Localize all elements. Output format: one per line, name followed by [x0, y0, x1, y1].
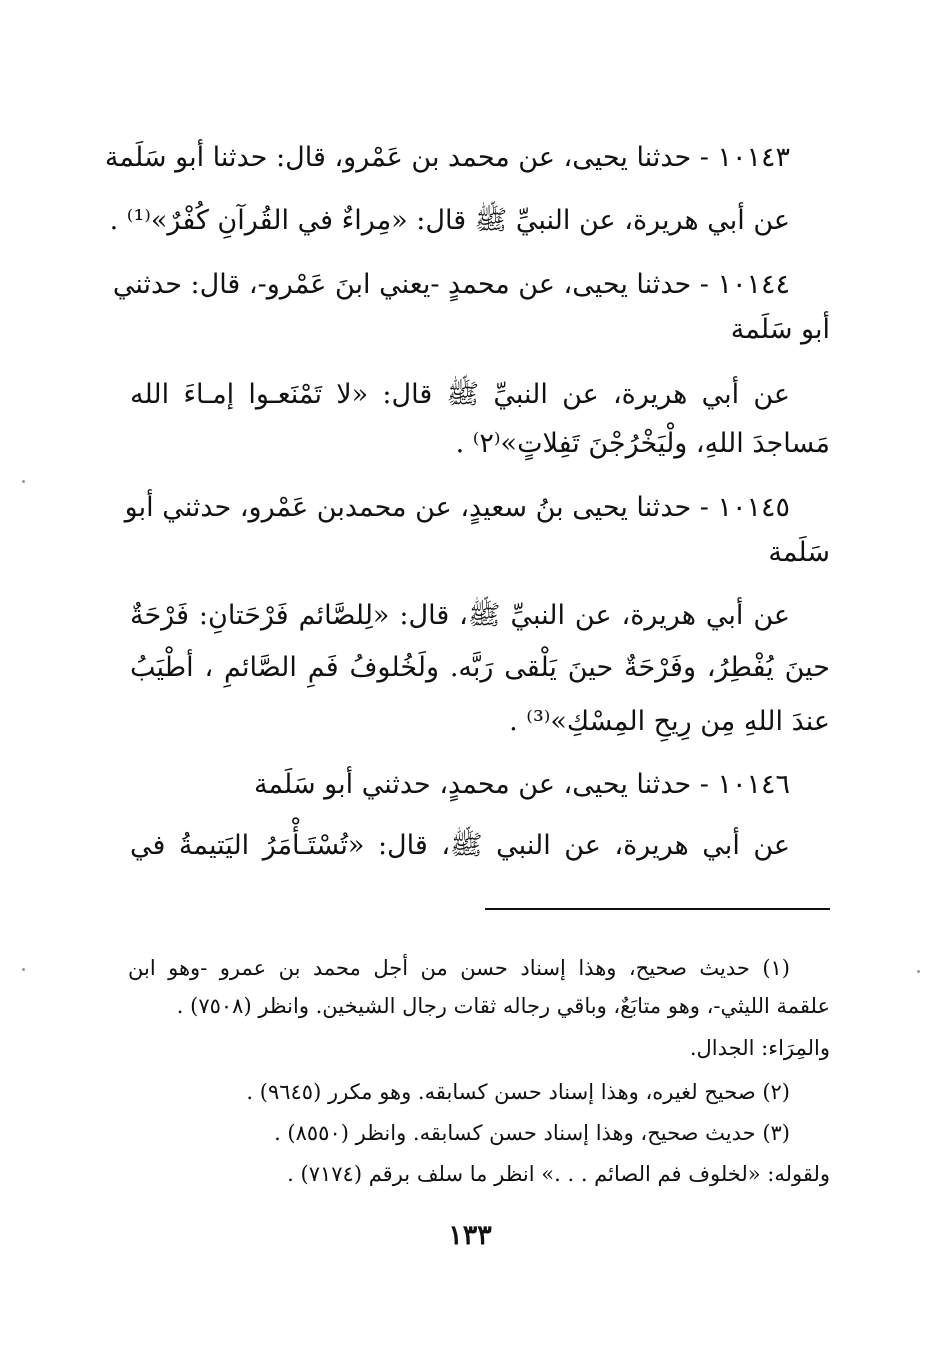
hadith-10143-line-1: ١٠١٤٣ - حدثنا يحيى، عن محمد بن عَمْرو، قال: حدثنا أبو سَلَمة: [104, 142, 790, 173]
hadith-10144-line-4: مَساجدَ اللهِ، ولْيَخْرُجْنَ تَفِلاتٍ»⁽٢⁾ .: [455, 428, 830, 459]
footnote-1-line-3: والمِرَاء: الجدال.: [689, 1036, 830, 1060]
hadith-10146-line-2: عن أبي هريرة، عن النبي ﷺ، قال: «تُسْتَـأْمَرُ اليَتيمةُ في: [130, 830, 790, 861]
footnote-3-line-2: ولقوله: «لخلوف فم الصائم . . .» انظر ما سلف برقم (٧١٧٤) .: [287, 1162, 830, 1186]
page-number: ١٣٣: [448, 1220, 492, 1251]
hadith-10144-line-2: أبو سَلَمة: [730, 314, 830, 345]
hadith-10144-line-3: عن أبي هريرة، عن النبيِّ ﷺ قال: «لا تَمْنَعـوا إمـاءَ الله: [130, 379, 790, 410]
hadith-10143-line-2: عن أبي هريرة، عن النبيِّ ﷺ قال: «مِراءٌ في القُرآنِ كُفْرٌ»⁽¹⁾ .: [109, 205, 790, 236]
footnote-3: (٣) حديث صحيح، وهذا إسناد حسن كسابقه. وانظر (٨٥٥٠) .: [274, 1121, 790, 1145]
hadith-10145-line-5: عندَ اللهِ مِن رِيحِ المِسْكِ»⁽³⁾ .: [509, 706, 830, 737]
hadith-10144-line-1: ١٠١٤٤ - حدثنا يحيى، عن محمدٍ -يعني ابنَ عَمْرو-، قال: حدثني: [112, 269, 790, 300]
scan-speck: [917, 970, 920, 973]
hadith-10145-line-3: عن أبي هريرة، عن النبيِّ ﷺ، قال: «لِلصَّائم فَرْحَتانِ: فَرْحَةٌ: [130, 600, 790, 631]
footnote-1-line-1: (١) حديث صحيح، وهذا إسناد حسن من أجل محمد بن عمرو -وهو ابن: [128, 956, 790, 980]
scan-speck: [22, 968, 25, 971]
scan-speck: [22, 480, 25, 483]
hadith-10145-line-4: حينَ يُفْطِرُ، وفَرْحَةٌ حينَ يَلْقى رَبَّه. ولَخُلوفُ فَمِ الصَّائمِ ، أطْيَبُ: [130, 652, 830, 683]
footnote-1-line-2: علقمة الليثي-، وهو متابَعٌ، وباقي رجاله ثقات رجال الشيخين. وانظر (٧٥٠٨) .: [176, 994, 830, 1018]
hadith-10145-line-1: ١٠١٤٥ - حدثنا يحيى بنُ سعيدٍ، عن محمدبن عَمْرو، حدثني أبو: [124, 492, 790, 523]
footnote-separator: [485, 908, 830, 910]
hadith-10145-line-2: سَلَمة: [768, 537, 830, 568]
footnote-2: (٢) صحيح لغيره، وهذا إسناد حسن كسابقه. وهو مكرر (٩٦٤٥) .: [246, 1080, 790, 1104]
hadith-10146-line-1: ١٠١٤٦ - حدثنا يحيى، عن محمدٍ، حدثني أبو سَلَمة: [253, 769, 790, 800]
